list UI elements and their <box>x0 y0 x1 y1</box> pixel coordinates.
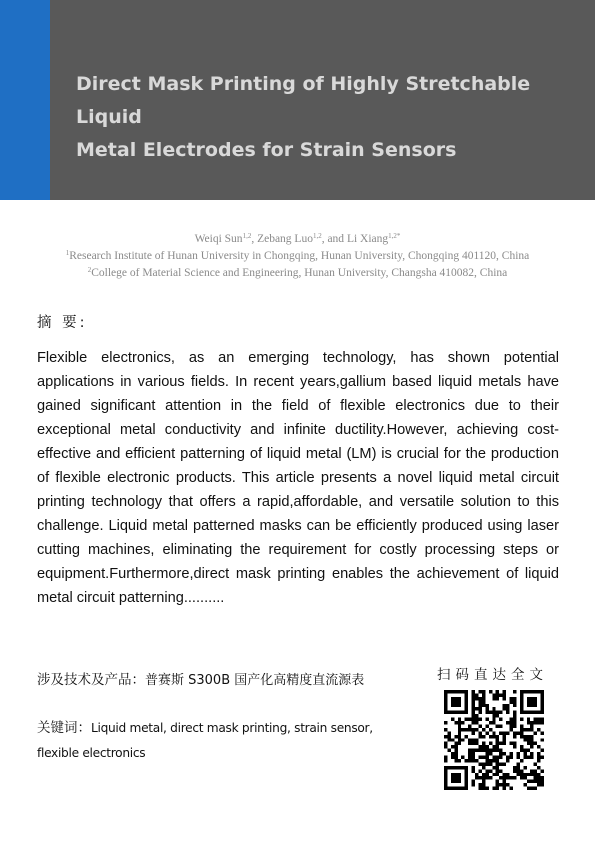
author-block <box>0 231 595 282</box>
affiliation-text: College of Material Science and Engineering, Hunan University, Changsha 410082, China <box>91 267 508 279</box>
author-separator: , and <box>321 233 347 245</box>
author-name: Li Xiang <box>346 233 389 245</box>
keywords-value: Liquid metal, direct mask printing, strain sensor, flexible electronics <box>37 721 373 760</box>
keywords-block <box>37 716 397 766</box>
title-line-2: Metal Electrodes for Strain Sensors <box>76 139 457 161</box>
qr-code-icon[interactable] <box>444 690 544 790</box>
qr-caption: 扫码直达全文 <box>437 667 548 683</box>
header-accent-bar <box>0 0 50 200</box>
affiliation-sup: 2 <box>87 266 92 274</box>
author-affiliation-sup: 1,2 <box>242 232 252 240</box>
affiliation-sup: 1 <box>65 249 70 257</box>
author-affiliation-sup: 1,2* <box>388 232 401 240</box>
affiliation-line <box>0 248 595 265</box>
author-affiliation-sup: 1,2 <box>312 232 322 240</box>
products-line <box>37 668 364 688</box>
affiliation-text: Research Institute of Hunan University in Chongqing, Hunan University, Chongqing 401120, China <box>69 250 530 262</box>
products-value: 普赛斯 S300B 国产化高精度直流源表 <box>145 673 365 688</box>
author-separator: , <box>251 233 258 245</box>
author-name: Zebang Luo <box>257 233 313 245</box>
author-name: Weiqi Sun <box>194 233 243 245</box>
keywords-label: 关键词： <box>37 720 91 736</box>
title-line-1: Direct Mask Printing of Highly Stretchable Liquid <box>76 73 531 128</box>
abstract-body: Flexible electronics, as an emerging technology, has shown potential applications in various fields. In recent years,gallium based liquid metals have gained significant attention in the field of flexible electronics due to their exceptional metal conductivity and infinite ductility.However, achieving cost-effective and efficient patterning of liquid metal (LM) is crucial for the production of flexible electronic products. This article presents a novel liquid metal circuit printing technology that offers a rapid,affordable, and versatile solution to this challenge. Liquid metal patterned masks can be efficiently produced using laser cutting machines, eliminating the requirement for costly processing steps or equipment.Furthermore,direct mask printing enables the achievement of liquid metal circuit patterning.......... <box>37 350 559 606</box>
paper-title <box>76 68 576 167</box>
products-label: 涉及技术及产品： <box>37 672 145 688</box>
abstract-heading: 摘 要: <box>37 315 88 331</box>
affiliation-line <box>0 265 595 282</box>
author-list <box>0 231 595 248</box>
